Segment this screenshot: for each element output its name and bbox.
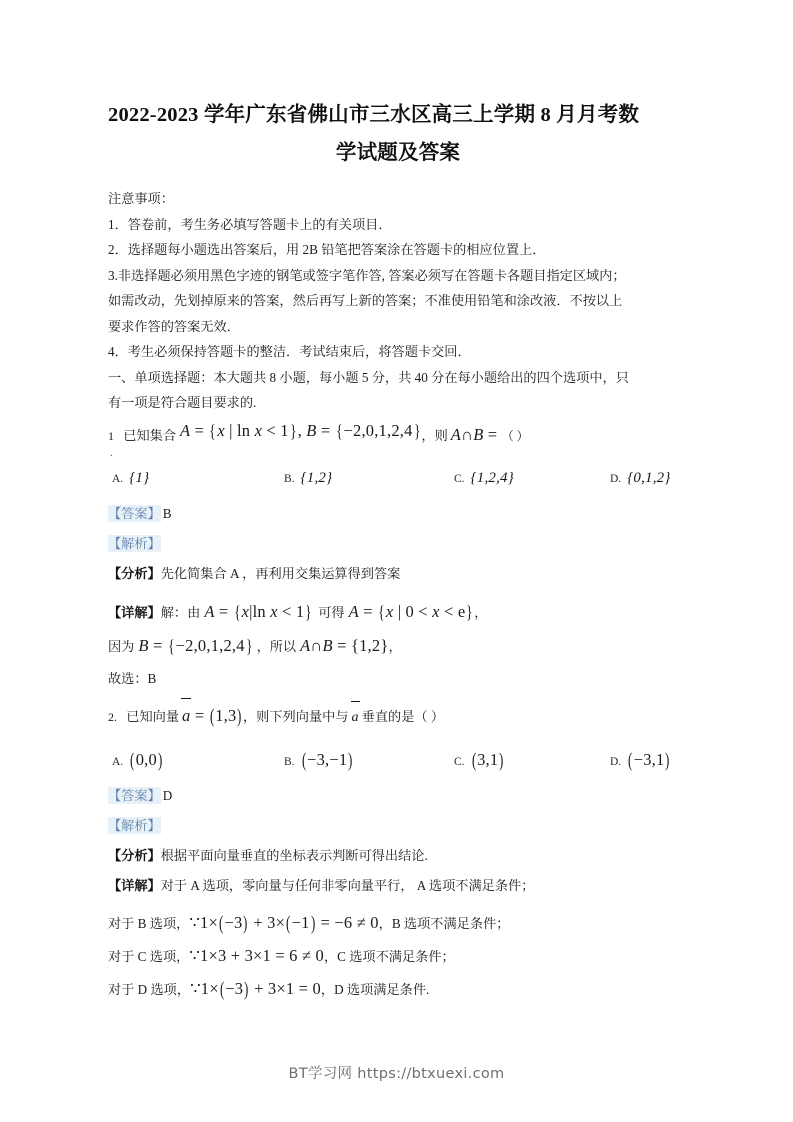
- case-d-suffix: ，D 选项满足条件.: [320, 981, 430, 997]
- question-2-math-case-d: ∵1×(−3) + 3×1 = 0: [190, 977, 321, 1001]
- xiangjie-lead-1: 解：由: [160, 604, 201, 620]
- option-letter-b: B.: [284, 755, 295, 768]
- question-1-analysis-row: [108, 529, 688, 559]
- case-d-prefix: 对于 D 选项，: [108, 981, 191, 997]
- option-letter-a: A.: [112, 755, 124, 768]
- xiangjie-tag-2: 【详解】: [108, 877, 161, 893]
- answer-value-2: D: [162, 787, 173, 803]
- question-2-math-vector: a = (1,3): [182, 706, 243, 725]
- question-1-stem-suffix: ，则: [421, 427, 448, 443]
- question-2-stem-suffix: 垂直的是（ ）: [361, 708, 445, 724]
- option-text-c: {1,2,4}: [470, 469, 514, 486]
- option-text-b: {1,2}: [300, 469, 333, 486]
- fenxi-text-2: 根据平面向量垂直的坐标表示判断可得出结论.: [160, 847, 428, 863]
- question-1-math-setA: A = {x | ln x < 1}, B = {−2,0,1,2,4}: [180, 420, 421, 441]
- question-2-options: [108, 745, 688, 775]
- fenxi-tag-1: 【分析】: [108, 565, 161, 581]
- footer-watermark: BT学习网 https://btxuexi.com: [288, 1066, 505, 1082]
- answer-tag-1: 【答案】: [108, 505, 161, 521]
- question-2-math-case-c: ∵1×3 + 3×1 = 6 ≠ 0: [189, 945, 324, 965]
- fenxi-text-1: 先化简集合 A ，再利用交集运算得到答案: [160, 565, 401, 581]
- solution-line2-prefix: 因为: [108, 638, 135, 654]
- question-2-option-a[interactable]: [112, 745, 163, 777]
- question-1-option-d[interactable]: [610, 463, 671, 494]
- question-2-math-case-b: ∵1×(−3) + 3×(−1) = −6 ≠ 0: [189, 911, 379, 935]
- question-1-solution-math-1: A = {x|ln x < 1}: [204, 601, 312, 622]
- analysis-tag-1: 【解析】: [108, 535, 161, 551]
- question-1-fenxi-row: [108, 559, 688, 589]
- question-2-answer-row: [108, 781, 688, 811]
- question-2-stem-mid: ，则下列向量中与: [242, 708, 349, 724]
- document-content: [108, 96, 688, 1006]
- question-2-option-b[interactable]: [284, 745, 354, 777]
- answer-value-1: B: [162, 505, 172, 521]
- xiangjie-keyi-1: 可得: [318, 604, 345, 620]
- option-letter-c: C.: [454, 472, 465, 485]
- option-text-c: (3,1): [471, 748, 504, 772]
- xiangjie-tag-1: 【详解】: [108, 604, 161, 620]
- question-1-solution-math-2: A = {x | 0 < x < e}: [348, 601, 473, 622]
- question-2-case-d: [108, 973, 688, 1006]
- question-2-xiangjie-row: [108, 871, 688, 901]
- notice-item-3-cont-1: 如需改动，先划掉原来的答案，然后再写上新的答案；不准使用铅笔和涂改液．不按以上: [108, 293, 623, 308]
- question-2-case-c: [108, 940, 688, 973]
- question-1-solution-math-3: B = {−2,0,1,2,4}: [138, 635, 253, 656]
- fenxi-tag-2: 【分析】: [108, 847, 161, 863]
- question-1-solution-line-2: [108, 629, 688, 663]
- case-c-prefix: 对于 C 选项，: [108, 948, 190, 964]
- option-text-b: (−3,−1): [301, 748, 353, 772]
- case-c-suffix: ，C 选项不满足条件；: [323, 948, 455, 964]
- notice-item-4: 4．考生必须保持答题卡的整洁．考试结束后，将答题卡交回．: [108, 344, 471, 359]
- option-letter-d: D.: [610, 472, 622, 485]
- comma-1: ，: [474, 604, 488, 620]
- notice-heading: 注意事项：: [108, 191, 174, 206]
- title-line-1: 2022-2023 学年广东省佛山市三水区高三上学期 8 月月考数: [108, 104, 640, 126]
- page-title: [108, 96, 688, 172]
- question-2-option-d[interactable]: [610, 745, 671, 777]
- question-1-option-c[interactable]: [454, 463, 514, 494]
- answer-tag-2: 【答案】: [108, 787, 161, 803]
- solution-line2-mid: ，所以: [256, 638, 297, 654]
- option-text-d: {0,1,2}: [627, 469, 671, 486]
- question-2-option-c[interactable]: [454, 745, 505, 777]
- question-1-option-a[interactable]: [112, 463, 149, 494]
- question-1-number: 1 .: [108, 429, 114, 443]
- question-1-options: [108, 463, 688, 493]
- question-1-conclusion: 故选：B: [108, 670, 157, 686]
- question-2-analysis-row: [108, 811, 688, 841]
- option-text-d: (−3,1): [628, 748, 670, 772]
- question-2-math-vector-2: a: [351, 709, 358, 725]
- question-1-xiangjie-row: [108, 595, 688, 629]
- question-1-option-b[interactable]: [284, 463, 332, 494]
- comma-2: ，: [388, 638, 402, 654]
- option-letter-a: A.: [112, 472, 124, 485]
- case-b-prefix: 对于 B 选项，: [108, 915, 190, 931]
- section-heading-line-2: 有一项是符合题目要求的.: [108, 395, 257, 410]
- question-1-answer-row: [108, 499, 688, 529]
- case-b-suffix: ，B 选项不满足条件；: [378, 915, 510, 931]
- question-1-stem: [108, 419, 688, 451]
- option-text-a: (0,0): [130, 748, 163, 772]
- question-2-stem-prefix: 已知向量: [126, 708, 180, 724]
- question-1-solution-math-4: A∩B = {1,2}: [300, 635, 389, 655]
- option-letter-b: B.: [284, 472, 295, 485]
- xiangjie-text-2: 对于 A 选项，零向量与任何非零向量平行， A 选项不满足条件；: [160, 877, 535, 893]
- question-2-fenxi-row: [108, 841, 688, 871]
- question-2-case-b: [108, 907, 688, 940]
- notice-item-2: 2．选择题每小题选出答案后，用 2B 铅笔把答案涂在答题卡的相应位置上．: [108, 242, 546, 257]
- option-text-a: {1}: [129, 469, 150, 486]
- option-letter-c: C.: [454, 755, 465, 768]
- question-2-stem: [108, 701, 688, 733]
- question-1-stem-prefix: 已知集合: [123, 427, 177, 443]
- analysis-tag-2: 【解析】: [108, 817, 161, 833]
- question-1-math-intersect: A∩B =: [450, 424, 502, 444]
- notice-item-3-cont-2: 要求作答的答案无效．: [108, 318, 240, 334]
- notice-item-1: 1．答卷前，考生务必填写答题卡上的有关项目．: [108, 216, 392, 232]
- title-line-2: 学试题及答案: [335, 142, 461, 164]
- question-1-stem-paren: （ ）: [501, 428, 529, 443]
- question-2-number: 2.: [108, 709, 117, 724]
- option-letter-d: D.: [610, 755, 622, 768]
- section-heading-line-1: 一、单项选择题：本大题共 8 小题，每小题 5 分，共 40 分在每小题给出的四个选项中，只: [108, 369, 629, 385]
- notice-item-3: 3.非选择题必须用黑色字迹的钢笔或签字笔作答, 答案必须写在答题卡各题目指定区域内；: [108, 267, 626, 283]
